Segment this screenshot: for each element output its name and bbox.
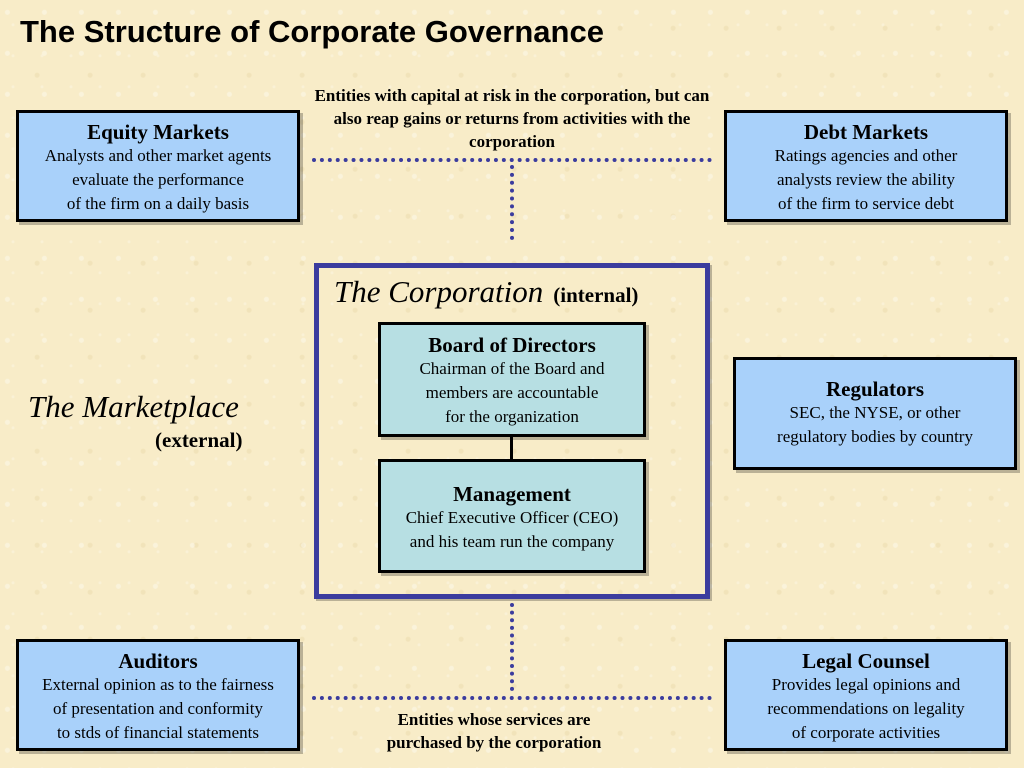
- equity-markets-text: [19, 144, 297, 216]
- marketplace-title: The Marketplace: [28, 389, 239, 424]
- management-line-2: and his team run the company: [409, 532, 615, 551]
- auditors-line-3: to stds of financial statements: [56, 723, 260, 742]
- regulators-text: [736, 401, 1014, 449]
- debt-markets-box: [724, 110, 1008, 222]
- management-heading: Management: [453, 482, 571, 506]
- bottom-dotted-line: [312, 696, 712, 700]
- bottom-dotted-connector: [510, 603, 514, 691]
- board-line-1: Chairman of the Board and: [419, 359, 605, 378]
- management-text: [381, 506, 643, 554]
- regulators-line-1: SEC, the NYSE, or other: [789, 403, 961, 422]
- corporation-title: [334, 274, 638, 310]
- board-text: [381, 357, 643, 429]
- management-box: [378, 459, 646, 573]
- bottom-caption: Entities whose services are purchased by the corporation: [386, 710, 602, 752]
- legal-line-3: of corporate activities: [791, 723, 941, 742]
- board-line-2: members are accountable: [425, 383, 599, 402]
- auditors-line-2: of presentation and conformity: [52, 699, 264, 718]
- legal-line-2: recommendations on legality: [767, 699, 965, 718]
- auditors-box: [16, 639, 300, 751]
- auditors-line-1: External opinion as to the fairness: [42, 675, 274, 694]
- legal-counsel-heading: Legal Counsel: [802, 649, 930, 673]
- equity-line-2: evaluate the performance: [72, 170, 244, 189]
- corporation-title-text: The Corporation: [334, 274, 544, 309]
- top-caption: Entities with capital at risk in the corporation, but can also reap gains or returns from activities with the corporation: [314, 86, 710, 151]
- page-title: The Structure of Corporate Governance: [20, 14, 604, 49]
- debt-markets-text: [727, 144, 1005, 216]
- legal-counsel-box: [724, 639, 1008, 751]
- debt-line-3: of the firm to service debt: [777, 194, 955, 213]
- auditors-text: [19, 673, 297, 745]
- legal-line-1: Provides legal opinions and: [771, 675, 961, 694]
- board-heading: Board of Directors: [428, 333, 596, 357]
- board-of-directors-box: [378, 322, 646, 437]
- top-dotted-line: [312, 158, 712, 162]
- corporation-subtitle: (internal): [553, 283, 639, 307]
- regulators-box: [733, 357, 1017, 470]
- marketplace-subtitle: (external): [155, 428, 243, 452]
- equity-markets-box: [16, 110, 300, 222]
- regulators-line-2: regulatory bodies by country: [777, 427, 973, 446]
- debt-line-1: Ratings agencies and other: [774, 146, 958, 165]
- legal-counsel-text: [727, 673, 1005, 745]
- board-management-connector: [510, 435, 513, 461]
- equity-line-1: Analysts and other market agents: [44, 146, 272, 165]
- debt-line-2: analysts review the ability: [777, 170, 955, 189]
- management-line-1: Chief Executive Officer (CEO): [405, 508, 619, 527]
- regulators-heading: Regulators: [826, 377, 924, 401]
- top-dotted-connector: [510, 165, 514, 240]
- board-line-3: for the organization: [445, 407, 579, 426]
- auditors-heading: Auditors: [118, 649, 198, 673]
- equity-markets-heading: Equity Markets: [87, 120, 229, 144]
- equity-line-3: of the firm on a daily basis: [66, 194, 250, 213]
- debt-markets-heading: Debt Markets: [803, 120, 929, 144]
